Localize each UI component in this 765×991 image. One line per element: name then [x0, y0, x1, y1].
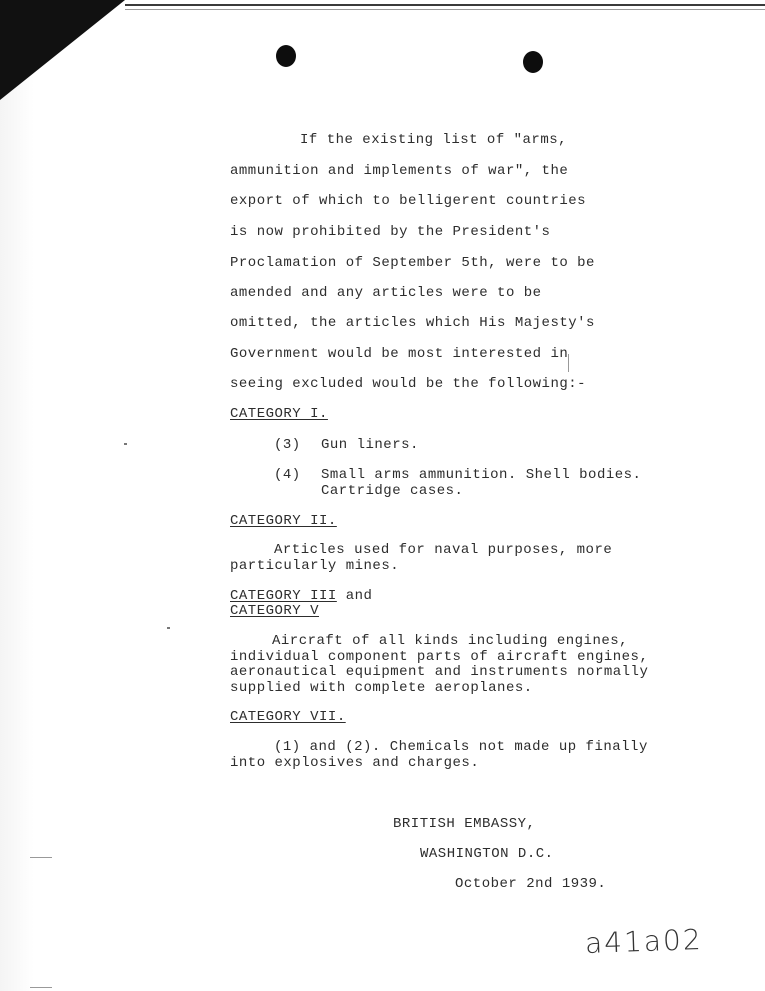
paragraph-line-7: omitted, the articles which His Majesty's	[230, 315, 595, 331]
scan-speck	[167, 627, 170, 629]
paragraph-line-6: amended and any articles were to be	[230, 285, 542, 301]
category-5-heading: CATEGORY V	[230, 603, 320, 619]
category-1-item-3-text: Gun liners.	[321, 437, 419, 453]
category-2-line-1: Articles used for naval purposes, more	[274, 542, 613, 558]
category-3-5-line-2: individual component parts of aircraft engines,	[230, 649, 649, 665]
category-1-item-3-number: (3)	[274, 437, 301, 453]
category-7-line-2: into explosives and charges.	[230, 755, 480, 771]
paragraph-line-4: is now prohibited by the President's	[230, 224, 551, 240]
category-1-item-4-line-2: Cartridge cases.	[321, 483, 464, 499]
signature-org: BRITISH EMBASSY,	[393, 816, 536, 832]
signature-date: October 2nd 1939.	[455, 876, 607, 892]
category-1-item-4-number: (4)	[274, 467, 301, 483]
category-3-5-line-1: Aircraft of all kinds including engines,	[272, 633, 629, 649]
scan-speck	[124, 443, 127, 445]
scan-mark	[30, 987, 52, 988]
paragraph-line-5: Proclamation of September 5th, were to be	[230, 255, 595, 271]
category-7-heading: CATEGORY VII.	[230, 709, 346, 725]
category-3-5-line-3: aeronautical equipment and instruments normally	[230, 664, 649, 680]
paragraph-line-3: export of which to belligerent countries	[230, 193, 587, 209]
category-2-line-2: particularly mines.	[230, 558, 400, 574]
punch-hole-left	[276, 45, 296, 67]
top-edge-line-faint	[125, 9, 765, 10]
handwritten-reference: a41a02	[584, 922, 704, 961]
category-3-and: and	[336, 588, 373, 604]
paragraph-line-1: If the existing list of "arms,	[300, 132, 568, 148]
category-1-item-4-line-1: Small arms ammunition. Shell bodies.	[321, 467, 642, 483]
punch-hole-right	[523, 51, 543, 73]
category-2-heading: CATEGORY II.	[230, 513, 337, 529]
scan-mark	[568, 354, 569, 372]
category-3-heading	[230, 588, 372, 604]
scan-mark	[30, 857, 52, 858]
category-3-5-line-4: supplied with complete aeroplanes.	[230, 680, 533, 696]
paragraph-line-9: seeing excluded would be the following:-	[230, 376, 587, 392]
category-7-line-1: (1) and (2). Chemicals not made up finally	[274, 739, 648, 755]
paragraph-line-2: ammunition and implements of war", the	[230, 163, 569, 179]
paragraph-line-8: Government would be most interested in	[230, 346, 569, 362]
category-3-label: CATEGORY III	[230, 588, 337, 604]
top-edge-line	[125, 4, 765, 6]
folded-corner	[0, 0, 125, 100]
scan-edge-shadow	[0, 0, 34, 991]
signature-place: WASHINGTON D.C.	[420, 846, 554, 862]
category-1-heading: CATEGORY I.	[230, 406, 328, 422]
